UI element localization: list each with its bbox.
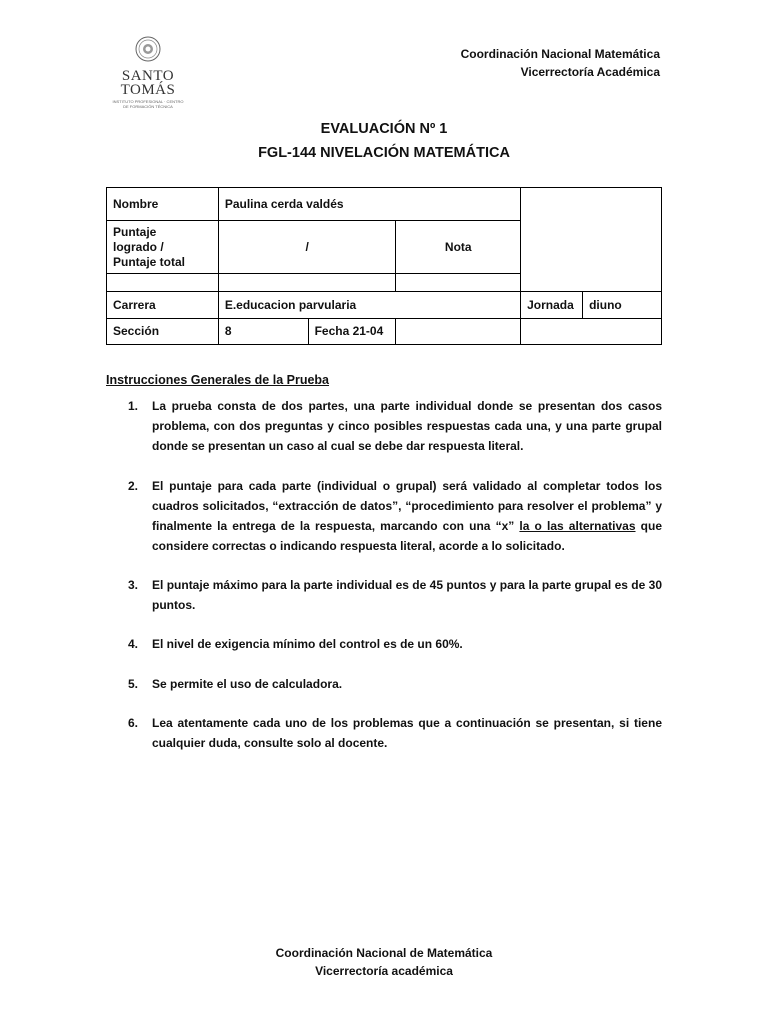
empty-cell xyxy=(396,319,521,345)
puntaje-label xyxy=(107,221,219,274)
instruction-text: La prueba consta de dos partes, una parte individual donde se presentan dos casos problema, con dos preguntas y cinco posibles respuestas cada una, y una parte grupal donde se presentan un caso al cual se debe dar respuesta literal. xyxy=(152,399,662,453)
logo-line-1: SANTO xyxy=(121,68,175,84)
instruction-number: 5. xyxy=(128,677,139,691)
instruction-text: Se permite el uso de calculadora. xyxy=(152,677,343,691)
header-line-1: Coordinación Nacional Matemática xyxy=(460,47,660,61)
instruction-item xyxy=(106,396,662,456)
jornada-label: Jornada xyxy=(521,292,583,319)
header-line-2: Vicerrectoría Académica xyxy=(520,65,660,79)
puntaje-label-line: logrado / xyxy=(113,239,164,254)
instruction-item xyxy=(106,634,662,654)
seccion-label: Sección xyxy=(107,319,219,345)
instruction-item xyxy=(106,674,662,694)
instruction-text: El nivel de exigencia mínimo del control es de un 60%. xyxy=(152,637,463,651)
carrera-label: Carrera xyxy=(107,292,219,319)
jornada-value: diuno xyxy=(583,292,662,319)
instruction-text: El puntaje máximo para la parte individual es de 45 puntos y para la parte grupal es de 30 puntos. xyxy=(152,578,662,612)
grade-box xyxy=(521,188,662,292)
table-row xyxy=(107,188,662,221)
instruction-item xyxy=(106,713,662,753)
puntaje-label-line: Puntaje total xyxy=(113,254,186,269)
instruction-number: 2. xyxy=(128,479,139,493)
seal-icon xyxy=(135,36,161,62)
instruction-number: 6. xyxy=(128,716,139,730)
instruction-item xyxy=(106,575,662,615)
instruction-text: Lea atentamente cada uno de los problemas que a continuación se presentan, si tiene cualquier duda, consulte solo al docente. xyxy=(152,716,662,750)
carrera-value: E.educacion parvularia xyxy=(218,292,520,319)
title-line-2: FGL-144 NIVELACIÓN MATEMÁTICA xyxy=(258,145,510,161)
seccion-value: 8 xyxy=(218,319,308,345)
empty-cell xyxy=(521,319,662,345)
logo-subtext: INSTITUTO PROFESIONAL · CENTRO DE FORMACIÓN TÉCNICA xyxy=(112,99,184,109)
page-footer xyxy=(0,944,768,980)
student-info-table xyxy=(106,187,662,345)
nota-label: Nota xyxy=(396,221,521,274)
institution-logo xyxy=(112,36,184,109)
footer-line-2: Vicerrectoría académica xyxy=(315,964,453,978)
instruction-number: 1. xyxy=(128,399,139,413)
title-line-1: EVALUACIÓN Nº 1 xyxy=(320,121,448,137)
table-row xyxy=(107,292,662,319)
puntaje-label-line: Puntaje xyxy=(113,224,157,239)
table-row xyxy=(107,319,662,345)
instruction-text: que considere correctas o indicando respuesta literal, acorde a lo solicitado. xyxy=(152,519,662,553)
instruction-number: 3. xyxy=(128,578,139,592)
instruction-item xyxy=(106,476,662,556)
instruction-number: 4. xyxy=(128,637,139,651)
document-title xyxy=(0,117,768,165)
empty-cell xyxy=(396,274,521,292)
nombre-label: Nombre xyxy=(107,188,219,221)
logo-line-2: TOMÁS xyxy=(120,82,176,98)
page-header xyxy=(461,45,660,81)
empty-cell xyxy=(218,274,396,292)
instructions-list xyxy=(106,390,662,753)
fecha-label: Fecha 21-04 xyxy=(308,319,396,345)
footer-line-1: Coordinación Nacional de Matemática xyxy=(275,946,493,960)
instructions-heading: Instrucciones Generales de la Prueba xyxy=(106,373,330,387)
empty-cell xyxy=(107,274,219,292)
instruction-underlined-text: la o las alternativas xyxy=(519,519,636,533)
instruction-text: El puntaje para cada parte (individual o grupal) será validado al completar todos los cuadros solicitados, “extracción de datos”, “procedimiento para resolver el problema” y finalmente la entrega de la respuesta, marcando con una “x” xyxy=(152,479,662,533)
puntaje-value: / xyxy=(218,221,396,274)
nombre-value: Paulina cerda valdés xyxy=(218,188,520,221)
